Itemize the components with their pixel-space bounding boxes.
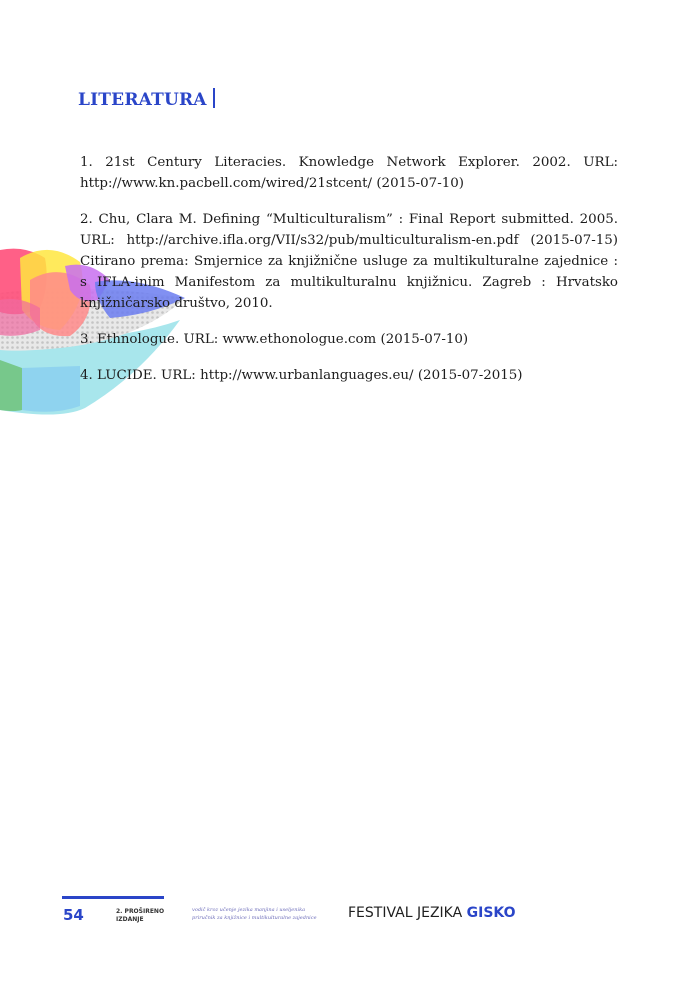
reference-item-4: 4. LUCIDE. URL: http://www.urbanlanguages.eu/ (2015-07-2015) <box>80 368 523 383</box>
edition-label <box>116 908 164 924</box>
section-heading-text: LITERATURA <box>78 90 207 110</box>
section-heading <box>78 88 215 110</box>
heading-bar-ornament <box>213 88 215 108</box>
festival-title-prefix: FESTIVAL JEZIKA <box>348 905 467 921</box>
tagline-line-2: priručnik za knjižnice i multikulturalne zajednice <box>192 915 317 921</box>
reference-list <box>80 152 618 401</box>
footer-rule <box>62 896 164 899</box>
edition-line-2: IZDANJE <box>116 916 144 923</box>
reference-item-3: 3. Ethnologue. URL: www.ethonologue.com (2015-07-10) <box>80 332 469 347</box>
festival-title <box>348 905 516 921</box>
edition-line-1: 2. PROŠIRENO <box>116 908 165 915</box>
tagline-line-1: vodič kroz učenje jezika manjina i useljenika <box>192 907 306 913</box>
festival-title-accent: GISKO <box>466 905 516 921</box>
reference-item-2: 2. Chu, Clara M. Defining “Multiculturalism” : Final Report submitted. 2005. URL: http://archive.ifla.org/VII/s32/pub/multiculturalism-en.pdf (2015-07-15) Citirano prema: Smjernice za knjižnične usluge za multikulturalne zajednice : s IFLA-inim Manifestom za multikulturalnu knjižnicu. Zagreb : Hrvatsko knjižničarsko društvo, 2010. <box>80 212 618 311</box>
reference-item-1: 1. 21st Century Literacies. Knowledge Network Explorer. 2002. URL: http://www.kn.pacbell.com/wired/21stcent/ (2015-07-10) <box>80 155 618 191</box>
footer-tagline <box>192 906 342 922</box>
page-number: 54 <box>63 906 84 924</box>
